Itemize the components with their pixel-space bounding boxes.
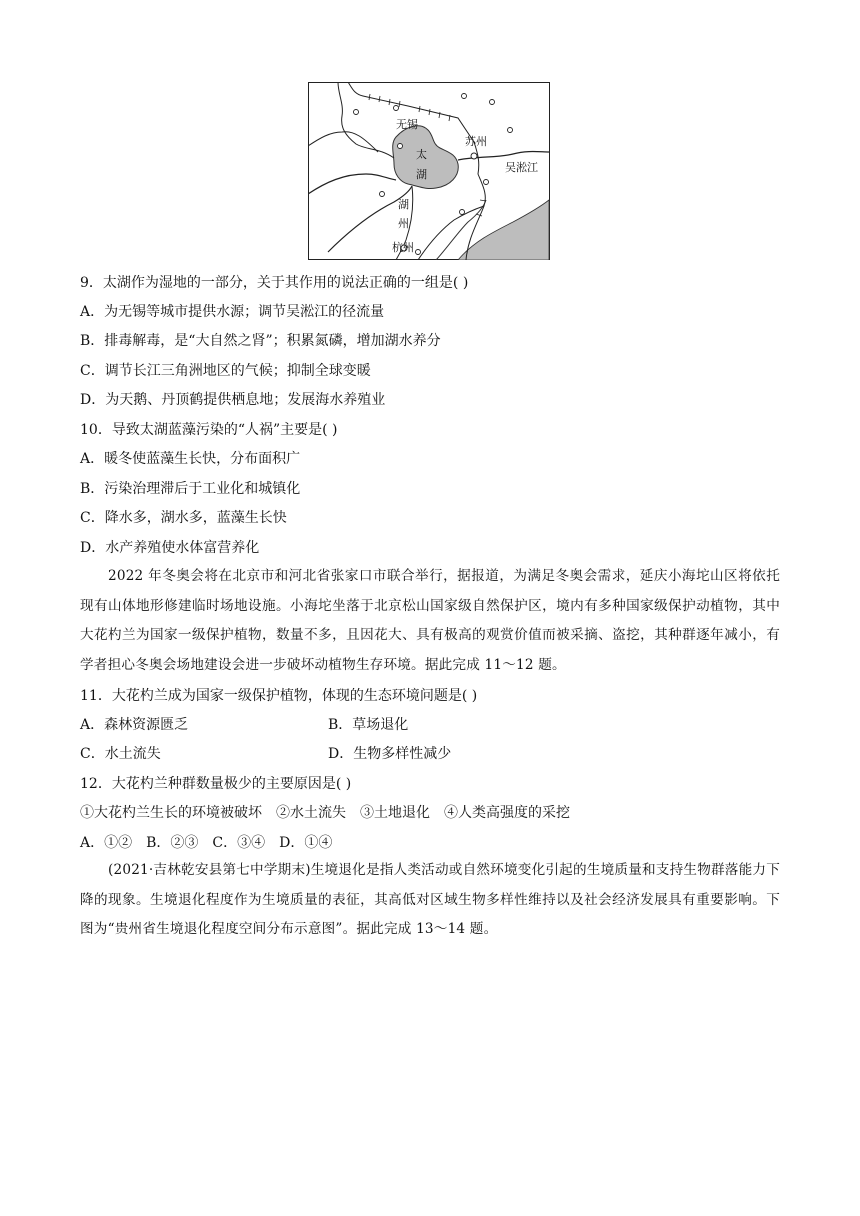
question-10-stem: 10．导致太湖蓝藻污染的“人祸”主要是( ) (80, 422, 338, 438)
map-label-huzhou-2: 州 (398, 217, 409, 230)
question-9-stem: 9．太湖作为湿地的一部分，关于其作用的说法正确的一组是( ) (80, 275, 469, 291)
question-11-option-b: B．草场退化 (328, 717, 409, 733)
question-9-option-a: A．为无锡等城市提供水源；调节吴淞江的径流量 (80, 304, 385, 320)
question-9-option-b: B．排毒解毒，是“大自然之肾”；积累氮磷，增加湖水养分 (80, 333, 441, 349)
map-label-huzhou-1: 湖 (398, 198, 409, 211)
taihu-region-map (308, 82, 550, 260)
question-10-option-b: B．污染治理滞后于工业化和城镇化 (80, 481, 301, 497)
question-12-items: ①大花杓兰生长的环境被破坏 ②水土流失 ③土地退化 ④人类高强度的采挖 (80, 805, 570, 821)
question-11-option-d: D．生物多样性减少 (328, 746, 452, 762)
question-12-options: A．①② B．②③ C．③④ D．①④ (80, 835, 333, 851)
map-label-wuxi: 无锡 (396, 118, 418, 131)
question-10-option-d: D．水产养殖使水体富营养化 (80, 540, 260, 556)
question-9-option-c: C．调节长江三角洲地区的气候；抑制全球变暖 (80, 363, 371, 379)
passage-winter-olympics: 2022 年冬奥会将在北京市和河北省张家口市联合举行，据报道，为满足冬奥会需求，延庆小海坨山区将依托现有山体地形修建临时场地设施。小海坨坐落于北京松山国家级自然保护区，境内有多种国家级保护动植物，其中大花杓兰为国家一级保护植物，数量不多，且因花大、具有极高的观赏价值而被采摘、盗挖，其种群逐年减小，有学者担心冬奥会场地建设会进一步破坏动植物生存环境。据此完成 11～12 题。 (80, 568, 780, 673)
map-label-hangzhou: 杭州 (392, 241, 414, 254)
question-11-option-a: A．森林资源匮乏 (80, 717, 189, 733)
question-12-stem: 12．大花杓兰种群数量极少的主要原因是( ) (80, 776, 352, 792)
question-10-option-c: C．降水多，湖水多，蓝藻生长快 (80, 510, 287, 526)
question-10-option-a: A．暖冬使蓝藻生长快，分布面积广 (80, 451, 301, 467)
question-11-stem: 11．大花杓兰成为国家一级保护植物，体现的生态环境问题是( ) (80, 688, 478, 704)
passage-habitat-degradation: (2021·吉林乾安县第七中学期末)生境退化是指人类活动或自然环境变化引起的生境质量和支持生物群落能力下降的现象。生境退化程度作为生境质量的表征，其高低对区域生物多样性维持以及社会经济发展具有重要影响。下图为“贵州省生境退化程度空间分布示意图”。据此完成 13～14 题。 (80, 862, 780, 937)
map-label-tai: 太 (416, 148, 427, 161)
map-label-hu: 湖 (416, 168, 427, 181)
question-11-option-c: C．水土流失 (80, 746, 161, 762)
map-label-suzhou: 苏州 (465, 135, 487, 148)
map-label-wusongjiang: 吴淞江 (505, 161, 538, 174)
question-9-option-d: D．为天鹅、丹顶鹤提供栖息地；发展海水养殖业 (80, 392, 386, 408)
